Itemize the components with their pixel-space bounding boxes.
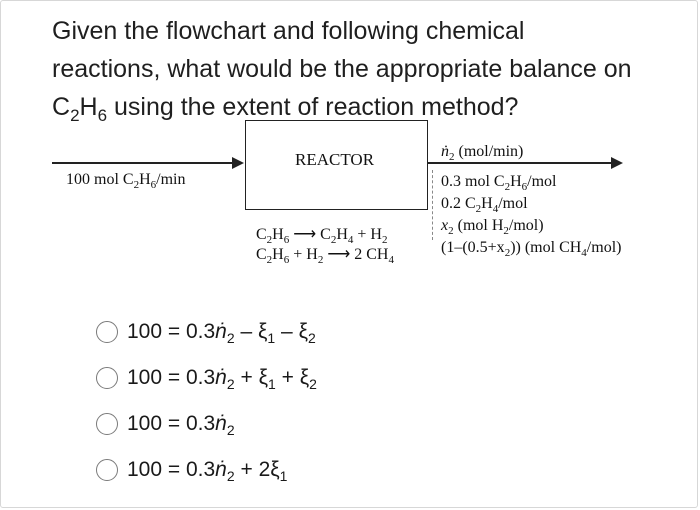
outlet-composition-ethane: 0.3 mol $C_2H_6$/mol — [441, 173, 557, 194]
outlet-arrow — [428, 162, 621, 164]
outlet-composition-bracket — [432, 170, 434, 240]
question-text — [52, 12, 682, 126]
answer-option-3-label: $100 = 0.3ṅ_2$ — [127, 412, 235, 439]
radio-button-icon[interactable] — [96, 459, 118, 481]
question-line-1: Given the flowchart and following chemical — [52, 17, 525, 45]
reaction-1: $C_2H_6$ ⟶ $C_2H_4 + H_2$ — [256, 226, 388, 247]
reaction-2: $C_2H_6 + H_2$ ⟶ 2 $CH_4$ — [256, 246, 394, 267]
inlet-stream-label: 100 mol $C_2H_6/\min$ — [66, 171, 186, 192]
outlet-flow-header: $ṅ_2$ (mol/min) — [441, 143, 524, 164]
reactor-label: REACTOR — [295, 150, 375, 169]
radio-button-icon[interactable] — [96, 321, 118, 343]
answer-option-3[interactable] — [96, 410, 496, 440]
answer-option-2[interactable] — [96, 364, 496, 394]
answer-option-4-label: $100 = 0.3ṅ_2 + 2\xi_1$ — [127, 458, 288, 485]
answer-option-1[interactable] — [96, 318, 496, 348]
answer-option-2-label: $100 = 0.3ṅ_2 + \xi_1 + \xi_2$ — [127, 366, 317, 393]
question-line-3: $C_2H_6$ using the extent of reaction method? — [52, 93, 519, 125]
outlet-composition-hydrogen: $x_2$ (mol $H_2/mol$) — [441, 217, 544, 238]
inlet-arrow — [52, 162, 242, 164]
radio-button-icon[interactable] — [96, 367, 118, 389]
outlet-composition-ethylene: 0.2 $C_2H_4$/mol — [441, 195, 528, 216]
answer-option-4[interactable] — [96, 456, 496, 486]
radio-button-icon[interactable] — [96, 413, 118, 435]
outlet-composition-methane: $(1-(0.5+x_2))$ (mol $CH_4/mol$) — [441, 239, 622, 260]
question-line-2: reactions, what would be the appropriate balance on — [52, 55, 632, 83]
answer-option-1-label: $100 = 0.3ṅ_2 - \xi_1 - \xi_2$ — [127, 320, 316, 347]
